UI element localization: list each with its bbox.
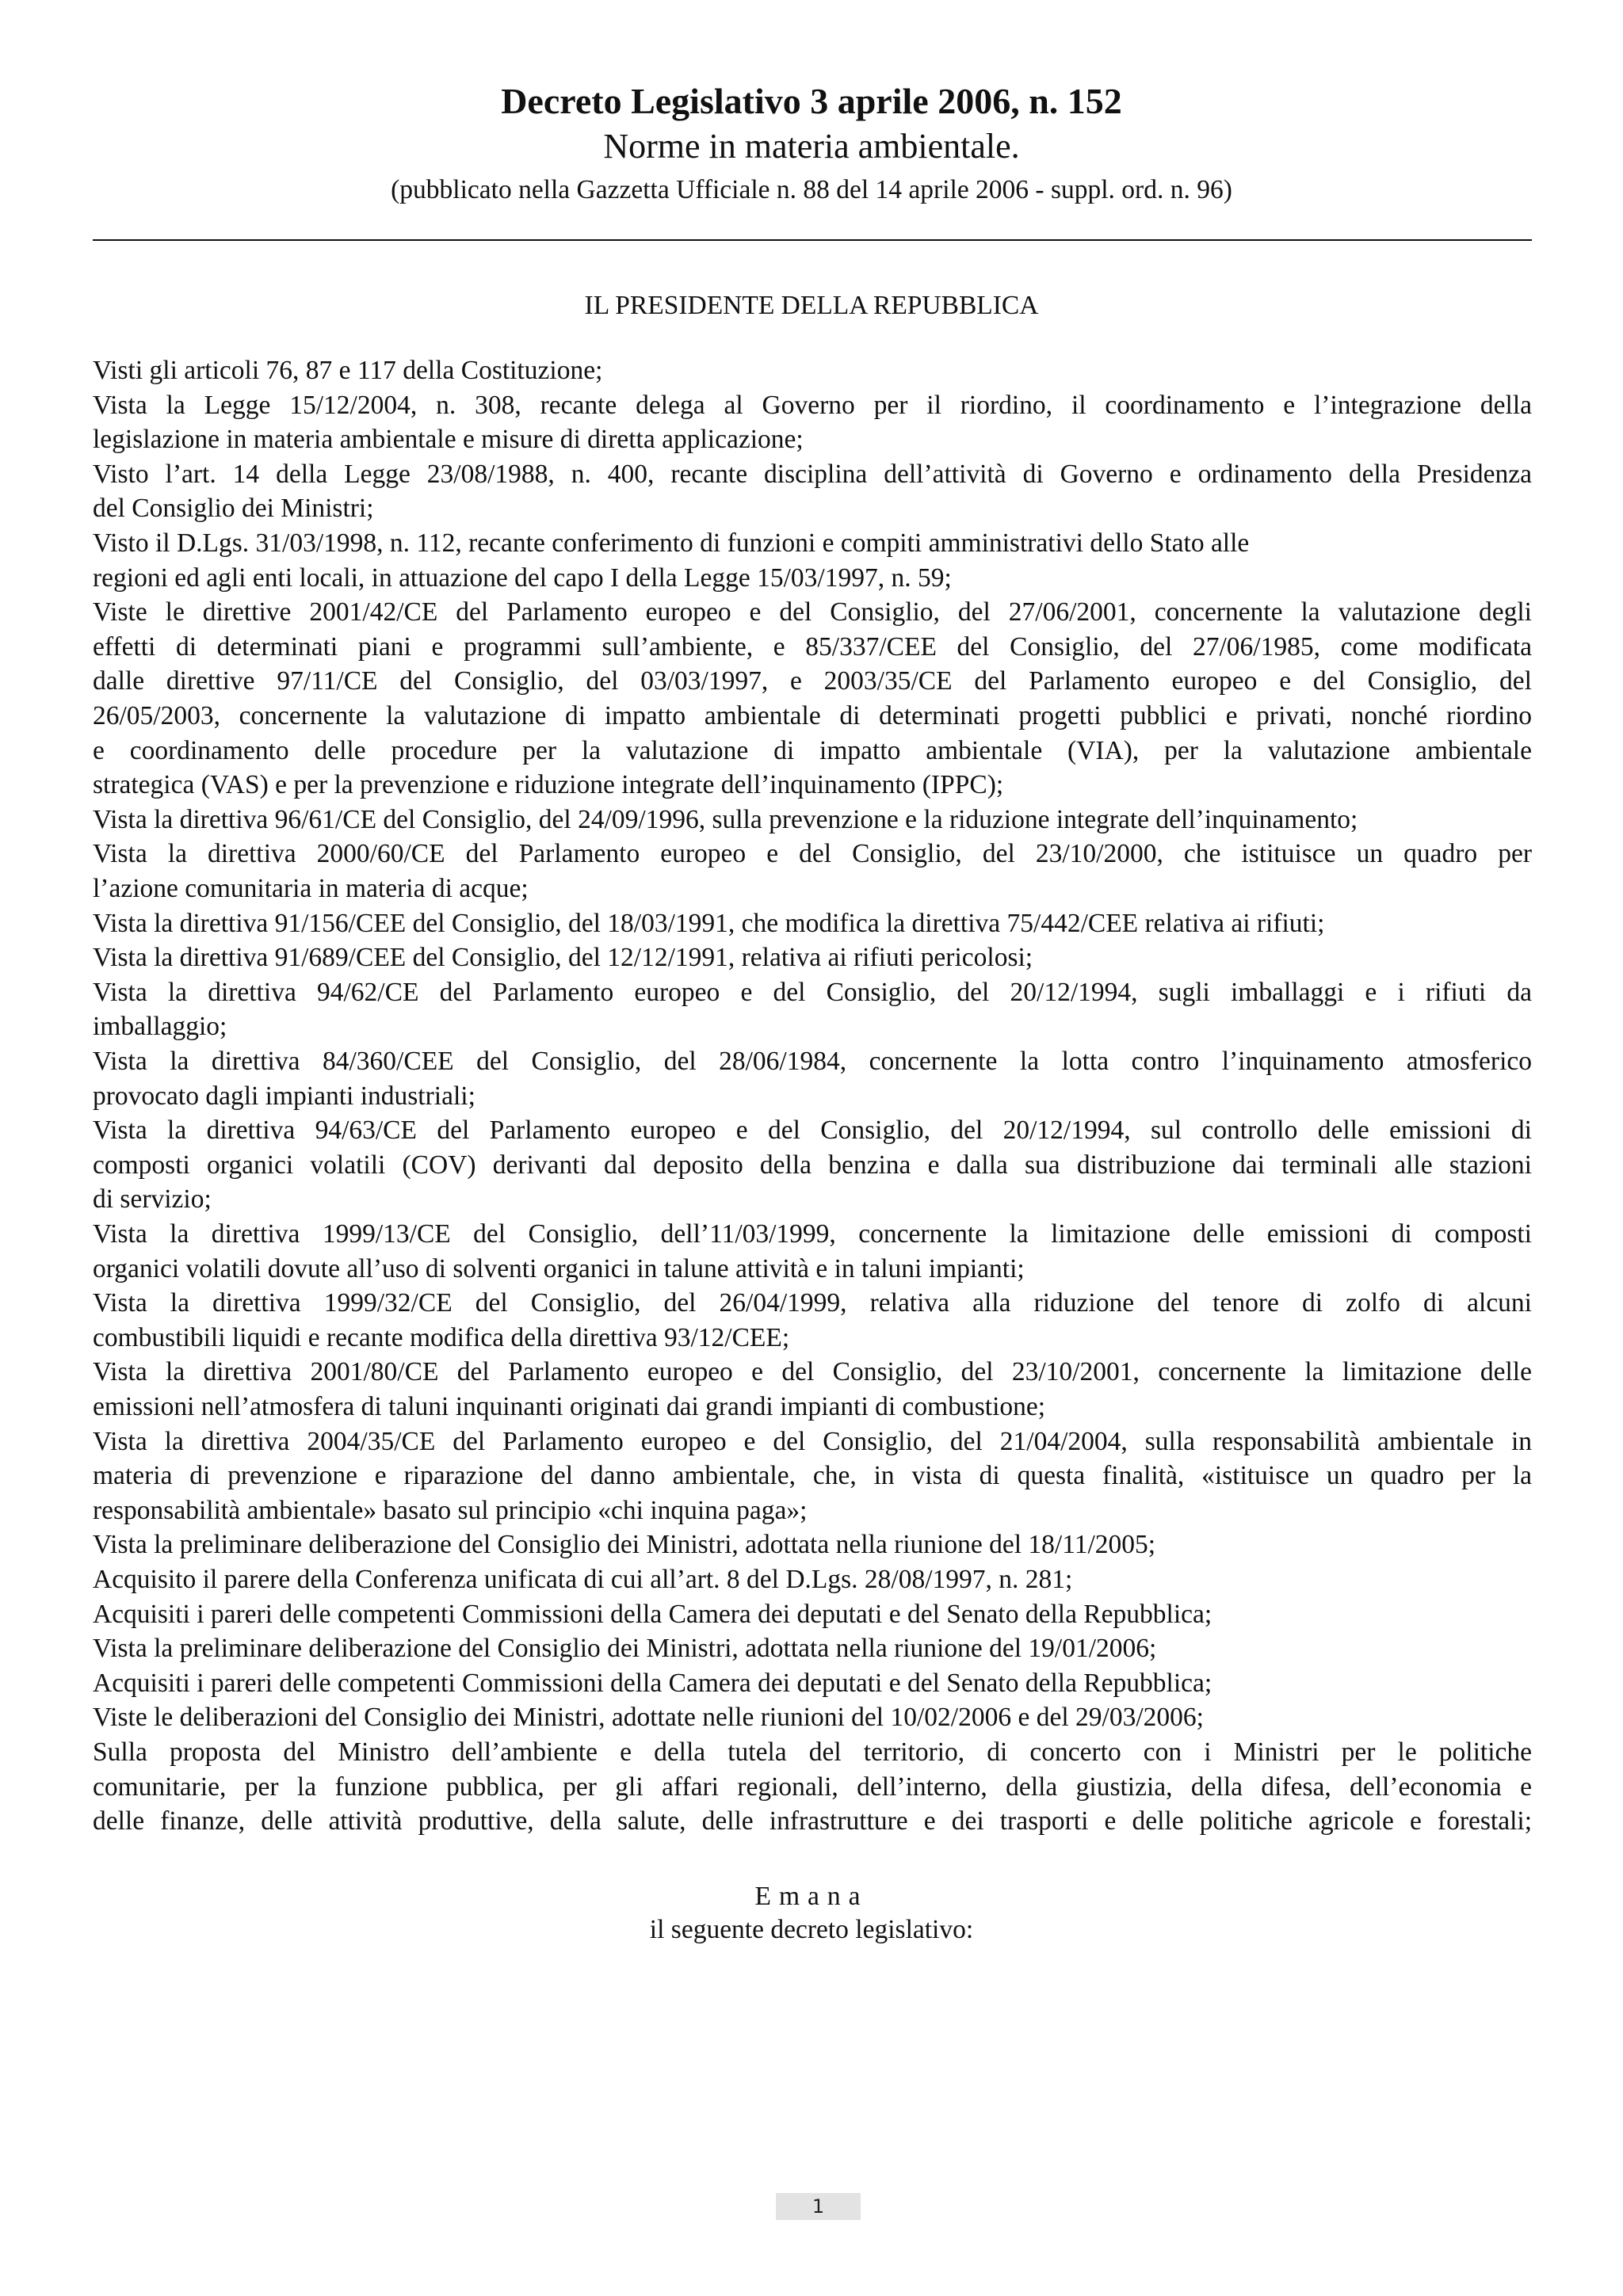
body-line: 26/05/2003, concernente la valutazione di impatto ambientale di determinati progetti pubblici e privati, nonché riordino: [93, 701, 1532, 730]
body-line: Visto il D.Lgs. 31/03/1998, n. 112, recante conferimento di funzioni e compiti amministrativi dello Stato alle: [93, 528, 1250, 558]
page-number: 1: [776, 2193, 861, 2220]
body-line: Vista la direttiva 91/689/CEE del Consiglio, del 12/12/1991, relativa ai rifiuti pericolosi;: [93, 943, 1033, 973]
body-line: Vista la direttiva 94/63/CE del Parlamento europeo e del Consiglio, del 20/12/1994, sul controllo delle emissioni di: [93, 1116, 1532, 1146]
body-line: Vista la direttiva 84/360/CEE del Consiglio, del 28/06/1984, concernente la lotta contro l’inquinamento atmosferico: [93, 1047, 1532, 1076]
body-line: imballaggio;: [93, 1012, 227, 1042]
body-line: Vista la direttiva 91/156/CEE del Consiglio, del 18/03/1991, che modifica la direttiva 75/442/CEE relativa ai rifiuti;: [93, 908, 1325, 938]
emana-heading: Emana: [754, 1882, 869, 1911]
body-line: regioni ed agli enti locali, in attuazione del capo I della Legge 15/03/1997, n. 59;: [93, 563, 952, 593]
body-line: Vista la direttiva 1999/13/CE del Consiglio, dell’11/03/1999, concernente la limitazione delle emissioni di composti: [93, 1219, 1532, 1249]
body-line: delle finanze, delle attività produttive, della salute, delle infrastrutture e dei trasporti e delle politiche agricole e forestali;: [93, 1806, 1532, 1836]
body-line: Sulla proposta del Ministro dell’ambiente e della tutela del territorio, di concerto con i Ministri per le politiche: [93, 1737, 1532, 1767]
body-line: provocato dagli impianti industriali;: [93, 1081, 475, 1111]
body-line: Acquisiti i pareri delle competenti Commissioni della Camera dei deputati e del Senato della Repubblica;: [93, 1668, 1212, 1698]
body-line: strategica (VAS) e per la prevenzione e riduzione integrate dell’inquinamento (IPPC);: [93, 770, 1004, 800]
body-line: emissioni nell’atmosfera di taluni inquinanti originati dai grandi impianti di combustione;: [93, 1392, 1046, 1421]
body-line: Viste le direttive 2001/42/CE del Parlamento europeo e del Consiglio, del 27/06/2001, concernente la valutazione degli: [93, 597, 1532, 627]
body-line: materia di prevenzione e riparazione del danno ambientale, che, in vista di questa finalità, «istituisce un quadro per la: [93, 1461, 1532, 1491]
body-line: dalle direttive 97/11/CE del Consiglio, del 03/03/1997, e 2003/35/CE del Parlamento europeo e del Consiglio, del: [93, 666, 1532, 696]
body-line: responsabilità ambientale» basato sul principio «chi inquina paga»;: [93, 1495, 808, 1525]
body-line: Vista la preliminare deliberazione del Consiglio dei Ministri, adottata nella riunione del 19/01/2006;: [93, 1634, 1157, 1664]
decree-intro-line: il seguente decreto legislativo:: [649, 1915, 974, 1944]
president-heading: IL PRESIDENTE DELLA REPUBBLICA: [584, 291, 1039, 320]
body-line: Visti gli articoli 76, 87 e 117 della Costituzione;: [93, 356, 603, 385]
body-line: Vista la Legge 15/12/2004, n. 308, recante delega al Governo per il riordino, il coordinamento e l’integrazione della: [93, 390, 1532, 420]
document-subtitle: Norme in materia ambientale.: [603, 127, 1020, 166]
body-line: Visto l’art. 14 della Legge 23/08/1988, n. 400, recante disciplina dell’attività di Governo e ordinamento della Presidenza: [93, 459, 1532, 489]
body-line: Viste le deliberazioni del Consiglio dei Ministri, adottate nelle riunioni del 10/02/2006 e del 29/03/2006;: [93, 1703, 1204, 1733]
body-line: legislazione in materia ambientale e misure di diretta applicazione;: [93, 425, 804, 455]
body-line: l’azione comunitaria in materia di acque;: [93, 874, 529, 903]
body-line: comunitarie, per la funzione pubblica, per gli affari regionali, dell’interno, della giustizia, della difesa, dell’economia e: [93, 1772, 1532, 1802]
body-line: Vista la direttiva 1999/32/CE del Consiglio, del 26/04/1999, relativa alla riduzione del tenore di zolfo di alcuni: [93, 1288, 1532, 1318]
body-line: Vista la direttiva 2000/60/CE del Parlamento europeo e del Consiglio, del 23/10/2000, che istituisce un quadro per: [93, 839, 1532, 869]
body-line: organici volatili dovute all’uso di solventi organici in talune attività e in taluni impianti;: [93, 1253, 1025, 1283]
body-line: Vista la direttiva 2004/35/CE del Parlamento europeo e del Consiglio, del 21/04/2004, sulla responsabilità ambientale in: [93, 1426, 1532, 1456]
body-line: Vista la direttiva 94/62/CE del Parlamento europeo e del Consiglio, del 20/12/1994, sugli imballaggi e i rifiuti da: [93, 977, 1532, 1007]
body-line: Vista la direttiva 96/61/CE del Consiglio, del 24/09/1996, sulla prevenzione e la riduzione integrate dell’inquinamento;: [93, 804, 1358, 834]
body-line: Acquisito il parere della Conferenza unificata di cui all’art. 8 del D.Lgs. 28/08/1997, n. 281;: [93, 1565, 1073, 1594]
body-line: composti organici volatili (COV) derivanti dal deposito della benzina e dalla sua distribuzione dai terminali alle stazioni: [93, 1150, 1532, 1180]
body-line: e coordinamento delle procedure per la valutazione di impatto ambientale (VIA), per la valutazione ambientale: [93, 735, 1532, 765]
publication-info: (pubblicato nella Gazzetta Ufficiale n. 88 del 14 aprile 2006 - suppl. ord. n. 96): [391, 175, 1232, 204]
document-title: Decreto Legislativo 3 aprile 2006, n. 152: [501, 81, 1122, 121]
body-line: Vista la preliminare deliberazione del Consiglio dei Ministri, adottata nella riunione del 18/11/2005;: [93, 1530, 1156, 1560]
body-line: Acquisiti i pareri delle competenti Commissioni della Camera dei deputati e del Senato della Repubblica;: [93, 1599, 1212, 1629]
header-divider: [93, 239, 1532, 241]
body-line: Vista la direttiva 2001/80/CE del Parlamento europeo e del Consiglio, del 23/10/2001, concernente la limitazione delle: [93, 1357, 1532, 1387]
body-line: effetti di determinati piani e programmi sull’ambiente, e 85/337/CEE del Consiglio, del 27/06/1985, come modificata: [93, 631, 1532, 662]
body-line: combustibili liquidi e recante modifica della direttiva 93/12/CEE;: [93, 1322, 790, 1352]
body-line: di servizio;: [93, 1184, 212, 1215]
body-line: del Consiglio dei Ministri;: [93, 494, 374, 524]
